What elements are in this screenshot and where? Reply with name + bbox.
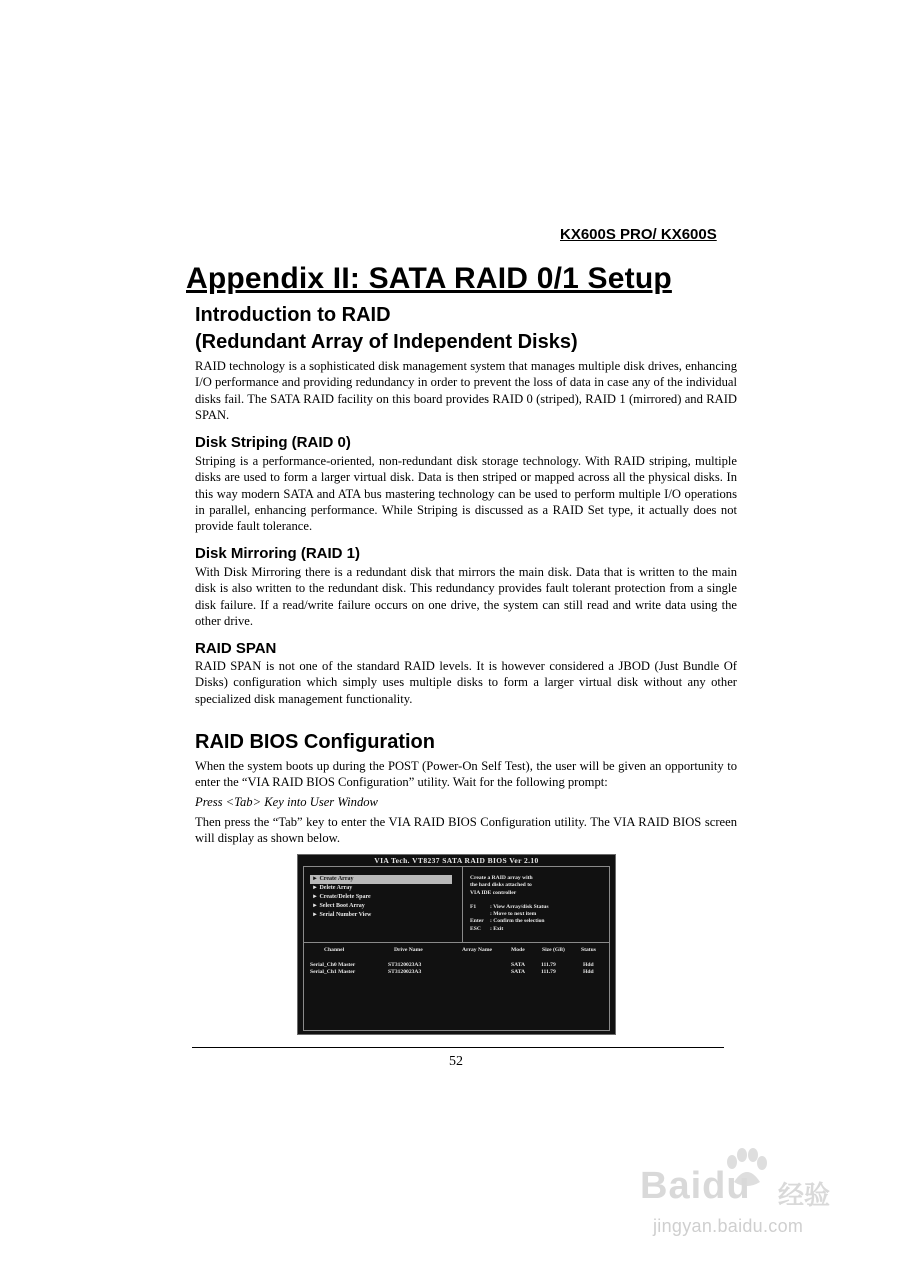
bios-menu-item-spare[interactable]: ► Create/Delete Spare (312, 894, 371, 900)
cell-drive-name: ST3120023A3 (388, 969, 422, 975)
span-paragraph: RAID SPAN is not one of the standard RAID levels. It is however considered a JBOD (Just Bundle Of Disks) configuration which simply uses multiple disks to form a larger virtual disk without any other specialized disk management functionality. (195, 659, 737, 706)
bios-key-row (470, 918, 608, 925)
watermark-cn: 经验 (778, 1180, 831, 1210)
model-header: KX600S PRO/ KX600S (560, 226, 717, 243)
striping-heading: Disk Striping (RAID 0) (195, 434, 351, 451)
bios-config-heading: RAID BIOS Configuration (195, 731, 435, 753)
bios-menu (310, 875, 452, 920)
bios-table-header (304, 947, 609, 954)
tab-prompt: Press <Tab> Key into User Window (195, 795, 378, 809)
bios-help-panel (470, 875, 608, 933)
bios-title: VIA Tech. VT8237 SATA RAID BIOS Ver 2.10 (374, 856, 539, 865)
bios-menu-label: Delete Array (319, 885, 353, 891)
cell-mode: SATA (511, 962, 526, 968)
bios-frame (303, 866, 610, 1031)
table-row[interactable] (304, 969, 609, 976)
bios-divider-horizontal (304, 942, 609, 943)
bios-menu-item-delete-array[interactable]: ► Delete Array (312, 885, 353, 891)
bios-menu-item-create-array[interactable]: ► Create Array (310, 875, 452, 884)
bios-key-row (470, 926, 608, 933)
bios-key-desc: : Exit (490, 925, 504, 932)
bios-config-paragraph-2: Then press the “Tab” key to enter the VIA RAID BIOS Configuration utility. The VIA RAID BIOS screen will display as shown below. (195, 815, 737, 846)
bios-menu-label: Serial Number View (319, 912, 372, 918)
bios-key: Enter (470, 918, 484, 925)
cell-mode: SATA (511, 969, 526, 975)
bios-key-row (470, 911, 608, 918)
striping-paragraph: Striping is a performance-oriented, non-redundant disk storage technology. With RAID striping, multiple disks are used to form a larger virtual disk. Data is then striped or mapped across all the physical disks. In this way modern SATA and ATA bus mastering technology can be used to perform multiple I/O operations in parallel, enhancing performance. While Striping is discussed as a RAID Set type, it actually does not provide fault tolerance. (195, 454, 737, 534)
col-array-name: Array Name (462, 947, 492, 953)
bios-divider-vertical (462, 867, 463, 942)
bios-help-line: Create a RAID array with (470, 875, 533, 881)
bios-menu-label: Select Boot Array (319, 903, 365, 909)
cell-drive-name: ST3120023A3 (388, 962, 422, 968)
span-heading: RAID SPAN (195, 640, 277, 657)
table-row[interactable] (304, 962, 609, 969)
bios-menu-item-boot-array[interactable]: ► Select Boot Array (312, 903, 365, 909)
bios-menu-label: Create/Delete Spare (319, 894, 371, 900)
bios-menu-label: Create Array (319, 876, 354, 882)
bios-key-desc: : View Array/disk Status (490, 903, 549, 910)
cell-channel: Serial_Ch1 Master (310, 969, 356, 975)
bios-menu-item-serial-number[interactable]: ► Serial Number View (312, 912, 372, 918)
intro-heading-line1: Introduction to RAID (195, 304, 391, 326)
col-status: Status (581, 947, 596, 953)
mirroring-paragraph: With Disk Mirroring there is a redundant disk that mirrors the main disk. Data that is written to the main disk is also written to the redundant disk. This redundancy provides fault tolerant protection from a single disk failure. If a read/write failure occurs on one drive, the system can still read and write data using the other drive. (195, 565, 737, 628)
watermark-url: jingyan.baidu.com (653, 1216, 804, 1236)
intro-paragraph: RAID technology is a sophisticated disk management system that manages multiple disk drives, enhancing I/O performance and providing redundancy in order to prevent the loss of data in case any of the individual disks fail. The SATA RAID facility on this board provides RAID 0 (striped), RAID 1 (mirrored) and RAID SPAN. (195, 359, 737, 422)
col-mode: Mode (511, 947, 525, 953)
bios-key-row (470, 904, 608, 911)
bios-key-desc: : Confirm the selection (490, 918, 545, 925)
cell-size: 111.79 (541, 969, 556, 975)
watermark-brand: Baidu (640, 1165, 751, 1207)
bios-key-desc: : Move to next item (490, 911, 537, 918)
mirroring-heading: Disk Mirroring (RAID 1) (195, 545, 361, 562)
bios-drive-table (304, 947, 609, 976)
appendix-title: Appendix II: SATA RAID 0/1 Setup (186, 262, 672, 295)
cell-channel: Serial_Ch0 Master (310, 962, 356, 968)
bios-key: ESC (470, 925, 481, 932)
page-number: 52 (449, 1054, 463, 1069)
bios-config-paragraph-1: When the system boots up during the POST (Power-On Self Test), the user will be given an opportunity to enter the “VIA RAID BIOS Configuration” utility. Wait for the following prompt: (195, 759, 737, 790)
bios-key: F1 (470, 903, 477, 910)
bios-help-line: the hard disks attached to (470, 882, 532, 889)
cell-status: Hdd (583, 969, 594, 975)
bios-help-line: VIA IDE controller (470, 889, 517, 896)
col-drive-name: Drive Name (394, 947, 423, 953)
cell-status: Hdd (583, 962, 594, 968)
intro-heading-line2: (Redundant Array of Independent Disks) (195, 331, 578, 353)
col-size: Size (GB) (542, 947, 565, 953)
cell-size: 111.79 (541, 962, 556, 968)
col-channel: Channel (324, 947, 345, 953)
bios-screenshot (297, 854, 616, 1035)
footer-rule (192, 1047, 724, 1048)
